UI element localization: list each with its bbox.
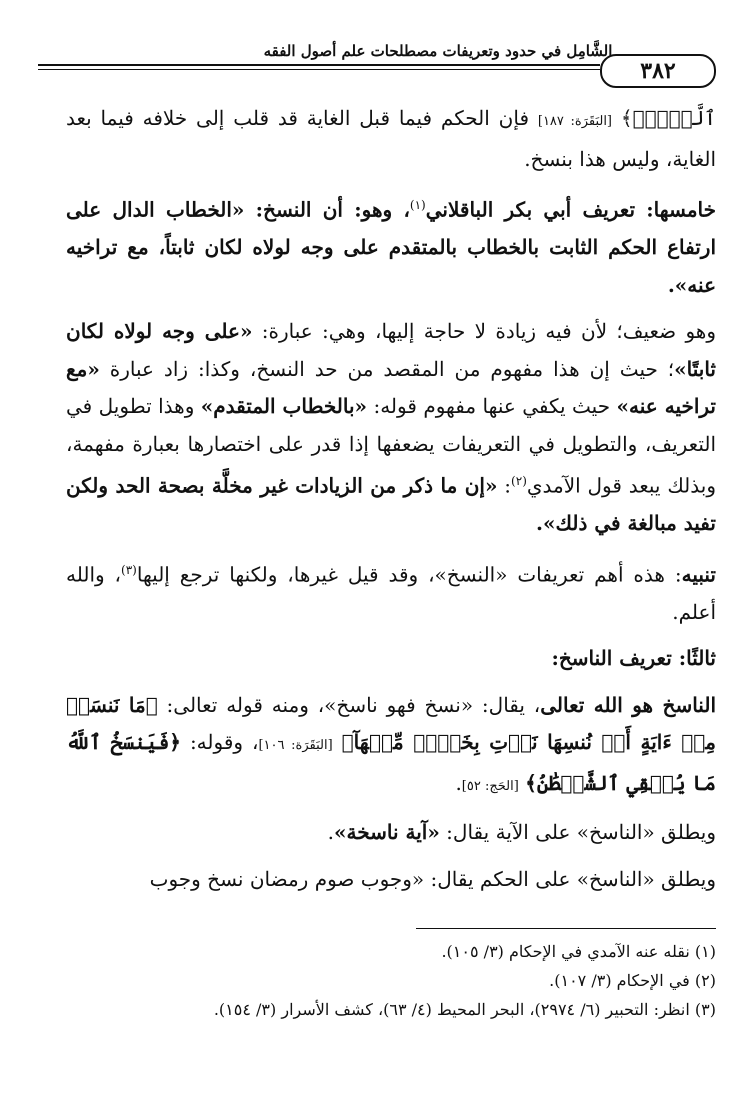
text-span: ثالثًا: تعريف الناسخ: xyxy=(551,646,716,671)
page-header xyxy=(38,40,718,90)
text-span: خامسها: تعريف أبي بكر الباقلاني xyxy=(425,197,716,222)
text-span: ويطلق «الناسخ» على الآية يقال: xyxy=(439,820,716,845)
book-title: الشَّامِل في حدود وتعريفات مصطلحات علم أصول الفقه xyxy=(263,42,613,60)
footnote-3: (٣) انظر: التحبير (٦/ ٢٩٧٤)، البحر المحيط (٤/ ٦٣)، كشف الأسرار (٣/ ١٥٤). xyxy=(213,1000,716,1019)
text-span xyxy=(333,730,342,754)
paragraph-3 xyxy=(66,313,716,543)
quran-reference: [البَقَرَة: ١٨٧] xyxy=(537,114,613,129)
footnote-marker: (٢) xyxy=(511,474,527,489)
quran-reference: [البَقَرَة: ١٠٦] xyxy=(258,738,333,754)
quran-reference: [الحَج: ٥٢] xyxy=(461,778,519,794)
paragraph-5 xyxy=(66,640,716,678)
text-span: : xyxy=(497,473,512,498)
text-span: . xyxy=(327,820,334,845)
paragraph-4 xyxy=(66,552,716,632)
paragraph-8 xyxy=(66,861,716,899)
paragraph-2 xyxy=(66,187,716,304)
paragraph-7 xyxy=(66,814,716,852)
text-span: ؛ حيث إن هذا مفهوم من المقصد من حد النسخ، وكذا: زاد عبارة xyxy=(99,356,675,381)
text-span: وهو ضعيف؛ لأن فيه زيادة لا حاجة إليها، وهي: عبارة: xyxy=(252,319,717,344)
text-span: وهذا تطويل في التعريف، والتطويل في التعريفات يضعفها إذا قدر على اختصارها بعبارة مفهمة، وبذلك يبعد قول الآمدي xyxy=(66,394,716,498)
text-span: «على وجه لولاه لكان ثابتًا» xyxy=(66,319,716,381)
text-span: . xyxy=(455,770,462,795)
text-span: : هذه أهم تعريفات «النسخ»، وقد قيل غيرها، ولكنها ترجع إليها xyxy=(136,562,682,587)
text-span: ﴿مَا نَنسَخۡ مِنۡ ءَايَةٍ أَوۡ نُنسِهَا نَأۡتِ بِخَيۡرٖ مِّنۡهَآ﴾ xyxy=(66,692,717,755)
text-span: ، وقوله: xyxy=(181,730,259,755)
text-span: ٱلَّيۡلِۚ﴾ xyxy=(612,106,717,130)
text-span: ، وهو: أن النسخ: «الخطاب الدال على ارتفاع الحكم الثابت بالخطاب بالمتقدم على وجه لولاه لكان ثابتاً، مع تراخيه عنه». xyxy=(66,197,716,297)
text-span: ، يقال: «نسخ فهو ناسخ»، ومنه قوله تعالى: xyxy=(157,692,541,717)
text-span: «مع تراخيه عنه» xyxy=(66,356,716,419)
main-text xyxy=(66,100,716,907)
footnote-2: (٢) في الإحكام (٣/ ١٠٧). xyxy=(549,971,716,990)
page-number: ٣٨٢ xyxy=(600,54,716,88)
text-span: «آية ناسخة» xyxy=(333,820,440,845)
text-span: ، والله أعلم. xyxy=(66,562,716,624)
footnote-marker: (١) xyxy=(409,198,426,212)
footnote-marker: (٣) xyxy=(121,562,137,577)
footnotes xyxy=(66,937,716,1024)
text-span: ويطلق «الناسخ» على الحكم يقال: «وجوب صوم رمضان نسخ وجوب xyxy=(149,866,716,891)
text-span: ﴿فَيَنسَخُ ٱللَّهُ مَا يُلۡقِي ٱلشَّيۡطَٰنُ﴾ xyxy=(66,730,716,795)
text-span: حيث يكفي عنها مفهوم قوله: xyxy=(367,394,617,419)
text-span: الناسخ هو الله تعالى xyxy=(540,692,716,717)
text-span: «بالخطاب المتقدم» xyxy=(200,394,368,419)
header-rule xyxy=(38,64,600,66)
paragraph-6 xyxy=(66,687,716,806)
footnote-separator xyxy=(416,928,716,929)
text-span: تنبيه xyxy=(681,562,716,587)
header-rule-thin xyxy=(38,69,600,70)
text-span: فإن الحكم فيما قبل الغاية قد قلب إلى خلافه فيما بعد الغاية، وليس هذا بنسخ. xyxy=(66,106,716,171)
paragraph-1 xyxy=(66,100,716,178)
text-span: «إن ما ذكر من الزيادات غير مخلَّة بصحة الحد ولكن تفيد مبالغة في ذلك». xyxy=(66,473,716,536)
footnote-1: (١) نقله عنه الآمدي في الإحكام (٣/ ١٠٥). xyxy=(441,942,716,961)
